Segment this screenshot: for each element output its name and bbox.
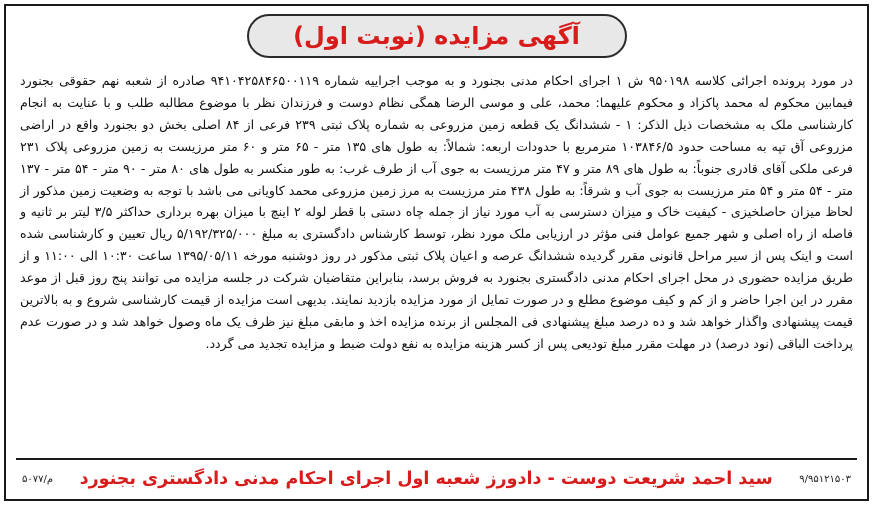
publication-code: م/۵۰۷۷	[22, 473, 54, 485]
title-box	[247, 14, 627, 58]
footer	[16, 458, 857, 498]
signature-line: سید احمد شریعت دوست - دادورز شعبه اول اجرای احکام مدنی دادگستری بجنورد	[79, 469, 773, 489]
notice-frame	[4, 4, 869, 501]
notice-body: در مورد پرونده اجرائی کلاسه ۹۵۰۱۹۸ ش ۱ اجرای احکام مدنی بجنورد و به موجب اجراییه شماره ۹۴۱۰۴۲۵۸۴۶۵۰۰۱۱۹ صادره از شعبه نهم حقوقی بجنورد فیمابین محکوم له محمد پاکزاد و محکوم علیهما: محمد، علی و موسی الرضا همگی نظام دوست و فرزندان نظر با موضوع مطالبه طلب و با عنایت به انجام کارشناسی ملک به مشخصات ذیل الذکر: ۱ - ششدانگ یک قطعه زمین مزروعی به شماره پلاک ثبتی ۲۳۹ فرعی از ۸۴ اصلی بخش دو بجنورد واقع در اراضی مزروعی آق تپه به مساحت حدود ۱۰۳۸۴۶/۵ مترمربع با حدودات اربعه: شمالاً: به طول های ۱۳۵ متر - ۶۵ متر و ۶۰ متر مرزیست به زمین مزروعی پلاک ۲۳۱ فرعی ملکی آقای قادری جنوباً: به طول های ۸۹ متر و ۴۷ متر مرزیست به جوی آب از طرف غرب: به طور منکسر به طول های ۸۰ متر - ۹۰ متر - ۵۴ متر - ۱۳۷ متر - ۵۴ متر و ۵۴ متر مرزیست به جوی آب و شرقاً: به طول ۴۳۸ متر مرزیست به مرز زمین مزروعی محمد کاویانی می باشد با توجه به وضعیت زمین مذکور از لحاظ میزان حاصلخیزی - کیفیت خاک و میزان دسترسی به آب مورد نیاز از جمله چاه دستی با قطر لوله ۲ اینچ با میزان بهره برداری حداکثر ۳/۵ لیتر بر ثانیه و فاصله از راه اصلی و شهر جمیع عوامل فنی مؤثر در ارزیابی ملک مورد نظر، توسط کارشناس دادگستری به مبلغ ۵/۱۹۲/۳۲۵/۰۰۰ ریال تعیین و کارشناسی شده است و اینک پس از سیر مراحل قانونی مقرر گردیده ششدانگ عرصه و اعیان پلاک ثبتی مذکور در روز دوشنبه مورخه ۱۳۹۵/۰۵/۱۱ ساعت ۱۰:۳۰ الی ۱۱:۰۰ و از طریق مزایده حضوری در محل اجرای احکام مدنی دادگستری بجنورد به فروش برسد، بنابراین متقاضیان شرکت در جلسه مزایده می توانند پنج روز قبل از موعد مقرر در این اجرا حاضر و از کم و کیف موضوع مطلع و در صورت تمایل از مورد مزایده بازدید نمایند. بدیهی است مزایده از قیمت کارشناسی شروع و به بالاترین قیمت پیشنهادی واگذار خواهد شد و ده درصد مبلغ پیشنهادی فی المجلس از برنده مزایده اخذ و مابقی مبلغ نیز ظرف یک ماه وصول خواهد شد و در صورت عدم پرداخت الباقی (نود درصد) در مهلت مقرر مبلغ تودیعی پس از کسر هزینه مزایده به نفع دولت ضبط و مزایده تجدید می گردد.	[20, 73, 854, 351]
title-container	[6, 14, 867, 62]
notice-title: آگهی مزایده (نوبت اول)	[293, 22, 580, 50]
reference-code: ۹/۹۵۱۲۱۵۰۳	[799, 473, 851, 485]
